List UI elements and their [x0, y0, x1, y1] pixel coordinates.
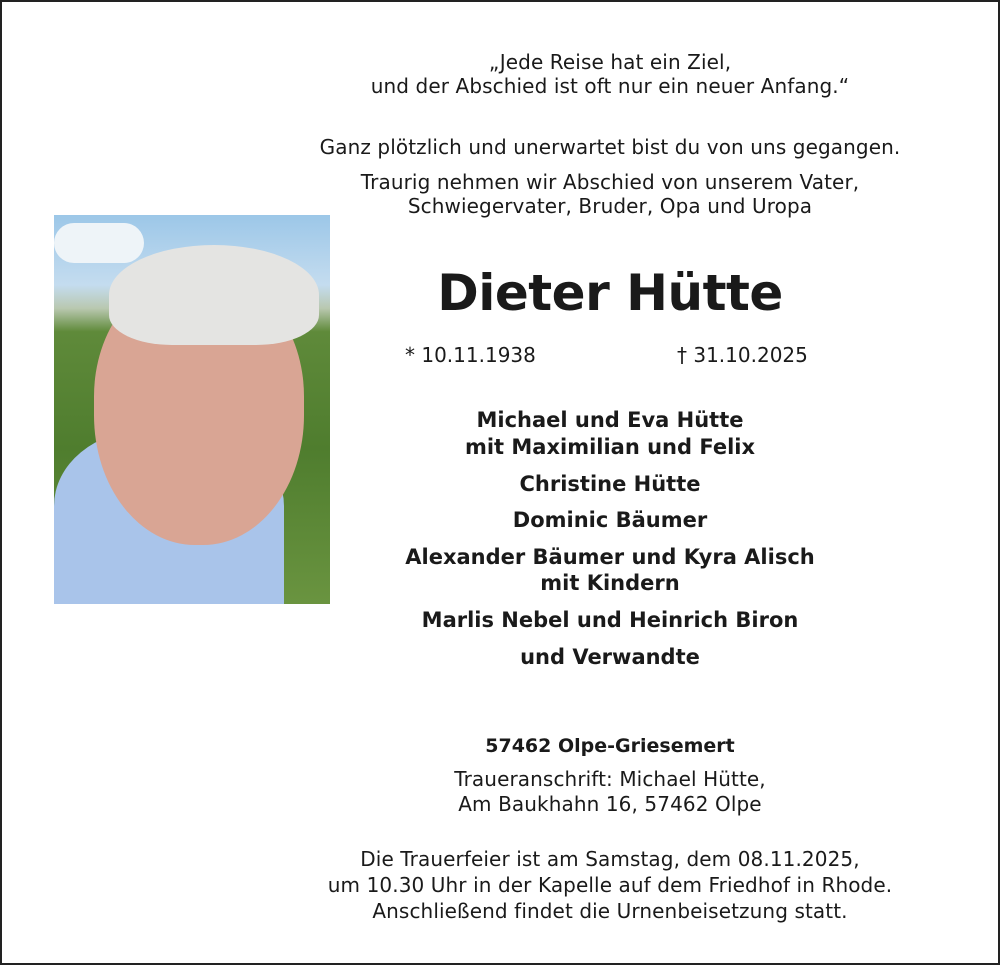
mourner-line: mit Kindern: [540, 571, 680, 595]
mourner-line: Alexander Bäumer und Kyra Alisch: [405, 545, 815, 569]
mourner-line: Christine Hütte: [519, 472, 701, 496]
ceremony-line: um 10.30 Uhr in der Kapelle auf dem Friedhof in Rhode.: [327, 873, 893, 897]
ceremony-line: Die Trauerfeier ist am Samstag, dem 08.11.2025,: [360, 847, 860, 871]
location: 57462 Olpe-Griesemert: [485, 735, 735, 757]
ceremony-line: Anschließend findet die Urnenbeisetzung statt.: [372, 899, 848, 923]
intro-line: Schwiegervater, Bruder, Opa und Uropa: [407, 194, 813, 218]
mourner-line: mit Maximilian und Felix: [464, 435, 756, 459]
mourner-line: Marlis Nebel und Heinrich Biron: [421, 608, 799, 632]
deceased-name: Dieter Hütte: [437, 264, 783, 322]
address-line: Traueranschrift: Michael Hütte,: [454, 767, 766, 791]
intro-line: Traurig nehmen wir Abschied von unserem Vater,: [360, 170, 860, 194]
mourner-line: Dominic Bäumer: [512, 508, 708, 532]
death-date: † 31.10.2025: [677, 343, 808, 367]
address-line: Am Baukhahn 16, 57462 Olpe: [458, 792, 762, 816]
birth-date: * 10.11.1938: [405, 343, 536, 367]
quote-line: und der Abschied ist oft nur ein neuer Anfang.“: [370, 74, 850, 98]
mourner-line: Michael und Eva Hütte: [476, 408, 744, 432]
mourner-line: und Verwandte: [520, 645, 700, 669]
intro-line: Ganz plötzlich und unerwartet bist du von uns gegangen.: [319, 135, 901, 159]
quote-line: „Jede Reise hat ein Ziel,: [488, 50, 732, 74]
